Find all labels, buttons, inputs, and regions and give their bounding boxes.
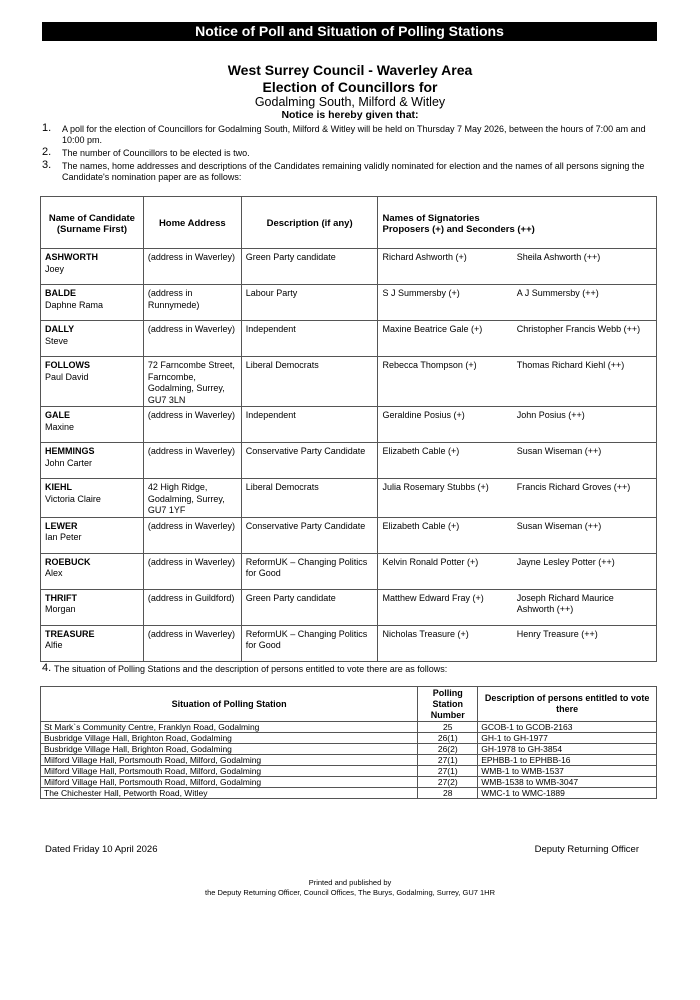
station-persons: GH-1978 to GH-3854 (478, 744, 657, 755)
candidate-seconder: Christopher Francis Webb (++) (513, 321, 657, 357)
candidate-description: Conservative Party Candidate (241, 443, 378, 479)
candidate-description: Independent (241, 407, 378, 443)
candidate-row (41, 321, 657, 357)
candidate-proposer: S J Summersby (+) (378, 285, 513, 321)
header-signatories (378, 197, 657, 249)
candidates-table (40, 196, 657, 662)
printed-address: the Deputy Returning Officer, Council Offices, The Burys, Godalming, Surrey, GU7 1HR (205, 888, 495, 897)
candidate-forenames: Victoria Claire (45, 493, 101, 504)
candidate-row (41, 443, 657, 479)
candidate-forenames: John Carter (45, 457, 93, 468)
candidate-surname: HEMMINGS (45, 446, 95, 456)
polling-station-row (41, 766, 657, 777)
candidate-seconder: Jayne Lesley Potter (++) (513, 553, 657, 589)
station-number: 26(2) (418, 744, 478, 755)
paragraph-number: 3. (42, 159, 52, 171)
header-situation: Situation of Polling Station (41, 687, 418, 722)
paragraph-text: The number of Councillors to be elected is two. (62, 148, 250, 158)
candidate-proposer: Geraldine Posius (+) (378, 407, 513, 443)
candidate-surname: LEWER (45, 520, 78, 531)
header-persons: Description of persons entitled to vote there (478, 687, 657, 722)
station-persons: GH-1 to GH-1977 (478, 733, 657, 744)
station-situation: Busbridge Village Hall, Brighton Road, Godalming (41, 744, 418, 755)
candidate-seconder: Joseph Richard Maurice Ashworth (++) (513, 589, 657, 625)
station-situation: Milford Village Hall, Portsmouth Road, Milford, Godalming (41, 777, 418, 788)
station-situation: Milford Village Hall, Portsmouth Road, Milford, Godalming (41, 766, 418, 777)
station-number: 27(2) (418, 777, 478, 788)
candidate-address: (address in Waverley) (143, 407, 241, 443)
candidate-name (41, 443, 144, 479)
candidate-forenames: Joey (45, 263, 65, 274)
candidate-seconder: A J Summersby (++) (513, 285, 657, 321)
candidate-surname: GALE (45, 410, 71, 420)
candidate-row (41, 517, 657, 553)
candidate-proposer: Julia Rosemary Stubbs (+) (378, 479, 513, 518)
header-station-number: Polling Station Number (418, 687, 478, 722)
candidate-address: 42 High Ridge, Godalming, Surrey, GU7 1YF (143, 479, 241, 518)
paragraph-text: The names, home addresses and descriptions of the Candidates remaining validly nominated for election and the names of all persons signing the Candidate's nomination paper are as follows: (62, 161, 645, 182)
candidate-row (41, 625, 657, 661)
candidate-address: (address in Waverley) (143, 321, 241, 357)
candidate-row (41, 553, 657, 589)
paragraph-text: A poll for the election of Councillors for Godalming South, Milford & Witley will be held on Thursday 7 May 2026, between the hours of 7:00 am and 10:00 pm. (62, 124, 646, 145)
candidate-address: (address in Runnymede) (143, 285, 241, 321)
candidate-name (41, 249, 144, 285)
header-signatories-line2: Proposers (+) and Seconders (++) (382, 224, 535, 235)
candidate-row (41, 407, 657, 443)
dated-line: Dated Friday 10 April 2026 (45, 844, 158, 855)
candidate-description: Conservative Party Candidate (241, 517, 378, 553)
candidate-address: (address in Waverley) (143, 553, 241, 589)
candidate-description: Green Party candidate (241, 589, 378, 625)
candidate-proposer: Matthew Edward Fray (+) (378, 589, 513, 625)
candidate-name (41, 479, 144, 518)
station-situation: Milford Village Hall, Portsmouth Road, Milford, Godalming (41, 755, 418, 766)
paragraph-number: 4. (42, 662, 52, 674)
station-number: 25 (418, 722, 478, 733)
candidate-row (41, 589, 657, 625)
polling-station-row (41, 788, 657, 799)
candidate-name (41, 625, 144, 661)
candidate-surname: BALDE (45, 288, 76, 298)
paragraph-text: The situation of Polling Stations and the description of persons entitled to vote there are as follows: (54, 664, 448, 674)
paragraph-number: 2. (42, 146, 52, 158)
candidate-address: (address in Waverley) (143, 249, 241, 285)
notice-banner: Notice of Poll and Situation of Polling Stations (42, 22, 657, 41)
polling-station-row (41, 777, 657, 788)
station-number: 27(1) (418, 755, 478, 766)
officer-title: Deputy Returning Officer (534, 844, 639, 855)
candidate-forenames: Steve (45, 335, 69, 346)
candidate-forenames: Morgan (45, 604, 76, 614)
candidate-row (41, 249, 657, 285)
candidate-proposer: Rebecca Thompson (+) (378, 357, 513, 407)
candidate-surname: ROEBUCK (45, 556, 91, 567)
header-description: Description (if any) (241, 197, 378, 249)
candidate-seconder: Susan Wiseman (++) (513, 517, 657, 553)
ward-name: Godalming South, Milford & Witley (254, 95, 446, 109)
station-number: 26(1) (418, 733, 478, 744)
candidate-description: Independent (241, 321, 378, 357)
candidate-surname: THRIFT (45, 592, 77, 603)
candidate-address: 72 Farncombe Street, Farncombe, Godalming, Surrey, GU7 3LN (143, 357, 241, 407)
candidate-name (41, 589, 144, 625)
polling-station-row (41, 755, 657, 766)
candidate-description: ReformUK – Changing Politics for Good (241, 553, 378, 589)
candidate-row (41, 357, 657, 407)
candidate-forenames: Ian Peter (45, 532, 82, 542)
candidate-proposer: Richard Ashworth (+) (378, 249, 513, 285)
notice-given: Notice is hereby given that: (281, 109, 419, 121)
station-situation: St Mark`s Community Centre, Franklyn Road, Godalming (41, 722, 418, 733)
polling-stations-table (40, 686, 657, 799)
candidate-forenames: Paul David (45, 371, 89, 382)
candidate-proposer: Nicholas Treasure (+) (378, 625, 513, 661)
candidate-forenames: Alfie (45, 640, 63, 650)
candidate-surname: ASHWORTH (45, 252, 98, 262)
candidate-seconder: Francis Richard Groves (++) (513, 479, 657, 518)
candidate-proposer: Maxine Beatrice Gale (+) (378, 321, 513, 357)
candidate-description: Green Party candidate (241, 249, 378, 285)
station-situation: The Chichester Hall, Petworth Road, Witley (41, 788, 418, 799)
polling-station-row (41, 722, 657, 733)
candidate-address: (address in Waverley) (143, 625, 241, 661)
candidate-seconder: John Posius (++) (513, 407, 657, 443)
candidate-name (41, 407, 144, 443)
station-persons: WMB-1538 to WMB-3047 (478, 777, 657, 788)
candidate-name (41, 321, 144, 357)
candidate-seconder: Susan Wiseman (++) (513, 443, 657, 479)
header-signatories-line1: Names of Signatories (382, 212, 480, 224)
candidate-description: Liberal Democrats (241, 479, 378, 518)
station-persons: WMB-1 to WMB-1537 (478, 766, 657, 777)
candidate-address: (address in Waverley) (143, 443, 241, 479)
candidate-proposer: Elizabeth Cable (+) (378, 517, 513, 553)
candidate-forenames: Alex (45, 568, 63, 578)
candidate-name (41, 517, 144, 553)
station-persons: GCOB-1 to GCOB-2163 (478, 722, 657, 733)
candidate-proposer: Kelvin Ronald Potter (+) (378, 553, 513, 589)
polling-station-row (41, 733, 657, 744)
candidate-name (41, 285, 144, 321)
candidate-surname: KIEHL (45, 482, 72, 492)
candidate-address: (address in Waverley) (143, 517, 241, 553)
paragraph-number: 1. (42, 122, 52, 134)
station-situation: Busbridge Village Hall, Brighton Road, Godalming (41, 733, 418, 744)
council-title: West Surrey Council - Waverley Area (227, 62, 473, 78)
candidate-seconder: Thomas Richard Kiehl (++) (513, 357, 657, 407)
candidate-description: Liberal Democrats (241, 357, 378, 407)
candidate-forenames: Maxine (45, 421, 75, 432)
candidate-address: (address in Guildford) (143, 589, 241, 625)
header-name: Name of Candidate (Surname First) (41, 197, 144, 249)
candidate-surname: FOLLOWS (45, 360, 90, 370)
candidate-surname: DALLY (45, 324, 75, 334)
station-persons: WMC-1 to WMC-1889 (478, 788, 657, 799)
header-address: Home Address (143, 197, 241, 249)
printed-by: Printed and published by (308, 878, 392, 887)
candidate-seconder: Sheila Ashworth (++) (513, 249, 657, 285)
station-number: 28 (418, 788, 478, 799)
candidate-description: Labour Party (241, 285, 378, 321)
candidate-proposer: Elizabeth Cable (+) (378, 443, 513, 479)
candidate-name (41, 553, 144, 589)
candidate-seconder: Henry Treasure (++) (513, 625, 657, 661)
candidate-surname: TREASURE (45, 628, 95, 639)
election-title: Election of Councillors for (262, 79, 438, 95)
candidate-description: ReformUK – Changing Politics for Good (241, 625, 378, 661)
candidate-row (41, 479, 657, 518)
candidate-forenames: Daphne Rama (45, 299, 104, 310)
polling-station-row (41, 744, 657, 755)
candidate-name (41, 357, 144, 407)
station-number: 27(1) (418, 766, 478, 777)
candidate-row (41, 285, 657, 321)
station-persons: EPHBB-1 to EPHBB-16 (478, 755, 657, 766)
